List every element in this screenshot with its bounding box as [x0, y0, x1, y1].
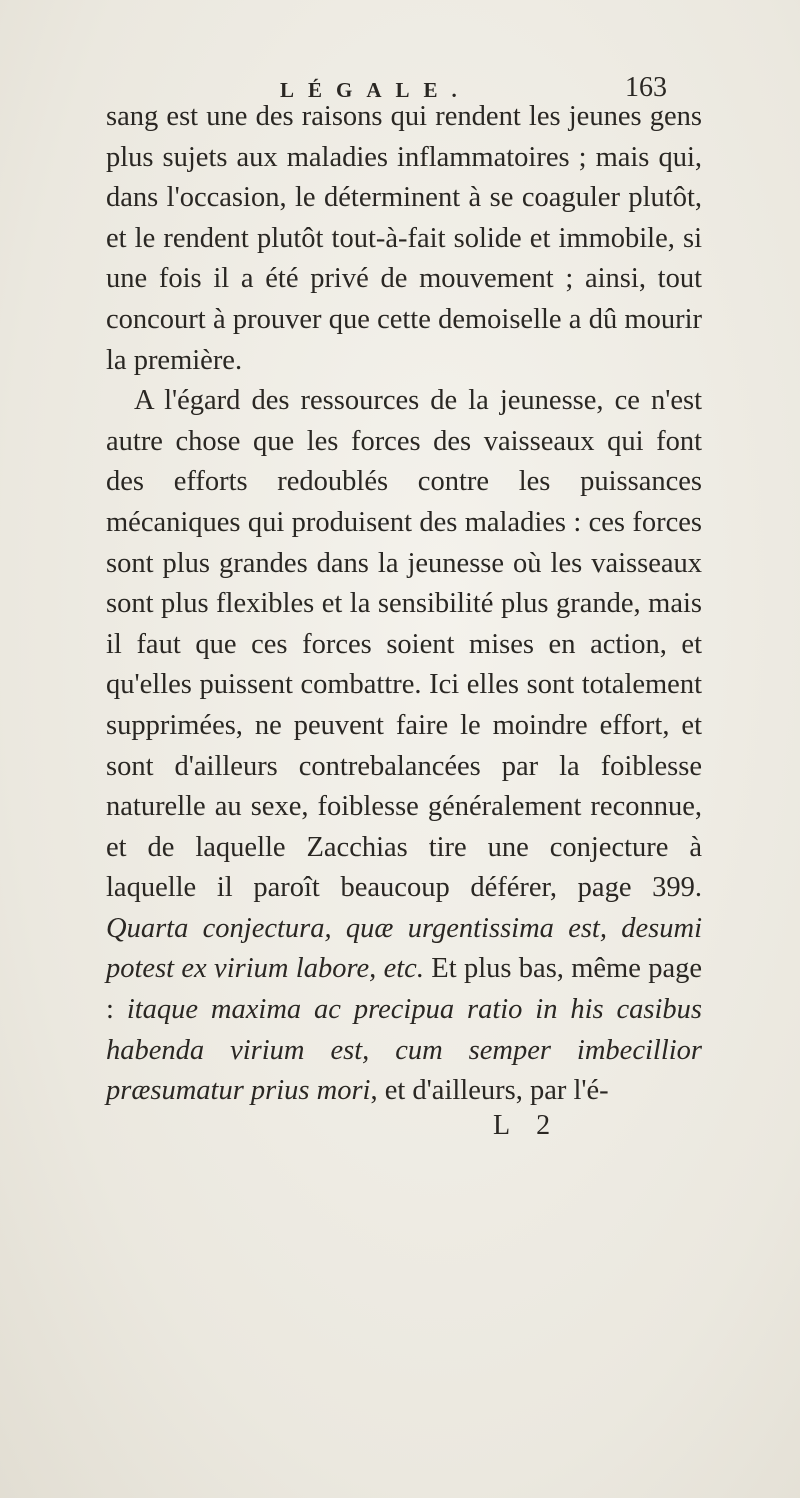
- text-segment: sang est une des raisons qui rendent les jeunes gens plus sujets aux maladies inflammatoires ; mais qui, dans l'occasion, le déterminent à se coaguler plutôt, et le rendent plutôt tout-à-fait solide et immobile, si une fois il a été privé de mouvement ; ainsi, tout concourt à prouver que cette demoiselle a dû mourir la première.: [106, 101, 702, 376]
- text-segment: A l'égard des ressources de la jeunesse, ce n'est autre chose que les forces des vaisseaux qui font des efforts redoublés contre les puissances mécaniques qui produisent des maladies : ces forces sont plus grandes dans la jeunesse où les vaisseaux sont plus flexibles et la sensibilité plus grande, mais il faut que ces forces soient mises en action, et qu'elles puissent combattre. Ici elles sont totalement supprimées, ne peuvent faire le moindre effort, et sont d'ailleurs contrebalancées par la foiblesse naturelle au sexe, foiblesse généralement reconnue, et de laquelle Zacchias tire une conjecture à laquelle il paroît beaucoup déférer, page 399.: [106, 385, 702, 904]
- page-number: 163: [625, 72, 667, 103]
- latin-quotation: itaque maxima ac precipua ratio in his casibus habenda virium est, cum semper imbecillior præsumatur prius mori: [106, 994, 702, 1107]
- paragraph: [106, 381, 702, 1112]
- body-text: [106, 97, 702, 1112]
- latin-quotation: Quarta conjectura, quæ urgentissima est, desumi potest ex virium labore, etc.: [106, 912, 702, 985]
- text-segment: Et plus bas, même page :: [106, 953, 703, 1026]
- signature-mark: L 2: [493, 1110, 561, 1141]
- running-title: LÉGALE.: [280, 78, 471, 102]
- paragraph: [106, 97, 702, 381]
- text-segment: , et d'ailleurs, par l'é-: [370, 1075, 609, 1107]
